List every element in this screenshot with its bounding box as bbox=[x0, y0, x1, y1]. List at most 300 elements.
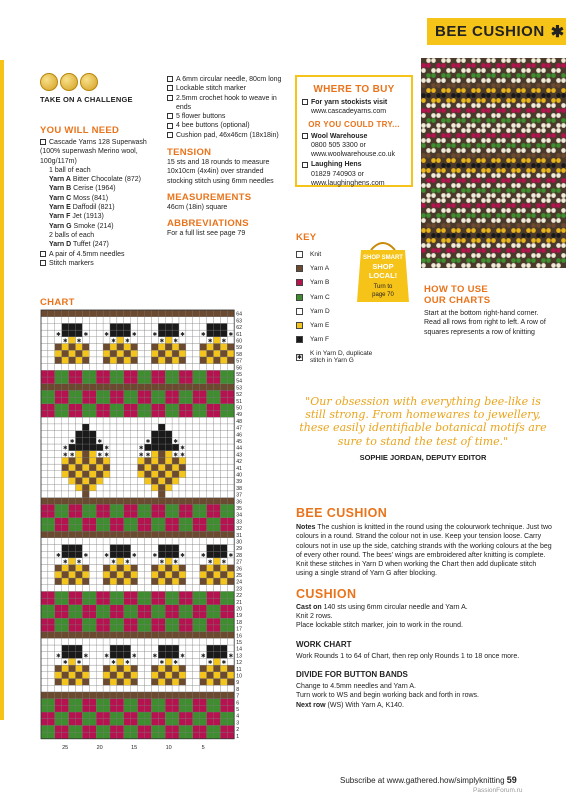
chart-cell bbox=[145, 725, 152, 732]
chart-cell bbox=[48, 323, 55, 330]
chart-cell bbox=[145, 672, 152, 679]
chart-cell bbox=[76, 498, 83, 505]
chart-cell bbox=[186, 545, 193, 552]
chart-cell bbox=[117, 337, 124, 344]
chart-cell bbox=[172, 411, 179, 418]
chart-cell bbox=[89, 451, 96, 458]
chart-cell bbox=[151, 397, 158, 404]
chart-cell bbox=[207, 417, 214, 424]
chart-cell bbox=[103, 323, 110, 330]
chart-cell bbox=[207, 370, 214, 377]
chart-cell bbox=[89, 323, 96, 330]
chart-cell bbox=[69, 344, 76, 351]
chart-cell bbox=[172, 377, 179, 384]
chart-cell bbox=[172, 612, 179, 619]
chart-cell bbox=[89, 390, 96, 397]
chart-cell bbox=[227, 719, 234, 726]
checkbox-icon bbox=[40, 260, 46, 266]
chart-cell bbox=[138, 370, 145, 377]
chart-cell bbox=[207, 598, 214, 605]
work-chart-heading: WORK CHART bbox=[296, 639, 352, 649]
chart-cell bbox=[145, 384, 152, 391]
chart-cell bbox=[103, 518, 110, 525]
chart-cell bbox=[62, 424, 69, 431]
chart-cell bbox=[186, 725, 193, 732]
chart-cell bbox=[48, 424, 55, 431]
chart-cell bbox=[165, 605, 172, 612]
chart-cell bbox=[186, 310, 193, 317]
chart-cell bbox=[193, 638, 200, 645]
chart-cell bbox=[55, 491, 62, 498]
chart-cell bbox=[158, 685, 165, 692]
chart-cell bbox=[131, 625, 138, 632]
chart-cell bbox=[41, 424, 48, 431]
chart-cell bbox=[220, 478, 227, 485]
subscribe-text[interactable]: Subscribe at www.gathered.how/simplyknitting bbox=[340, 776, 505, 785]
chart-cell bbox=[145, 464, 152, 471]
chart-cell bbox=[207, 705, 214, 712]
chart-cell bbox=[48, 330, 55, 337]
chart-cell bbox=[214, 390, 221, 397]
chart-cell bbox=[82, 598, 89, 605]
chart-cell bbox=[55, 585, 62, 592]
chart-cell bbox=[103, 725, 110, 732]
chart-cell bbox=[41, 464, 48, 471]
chart-cell bbox=[69, 377, 76, 384]
chart-cell bbox=[145, 538, 152, 545]
chart-cell bbox=[186, 337, 193, 344]
chart-cell bbox=[82, 518, 89, 525]
chart-cell bbox=[165, 652, 172, 659]
chart-cell bbox=[48, 484, 55, 491]
row-number: 27 bbox=[236, 559, 242, 566]
checkbox-icon bbox=[40, 139, 46, 145]
chart-cell bbox=[186, 491, 193, 498]
chart-cell bbox=[165, 491, 172, 498]
chart-cell bbox=[179, 665, 186, 672]
chart-cell bbox=[55, 605, 62, 612]
chart-cell bbox=[69, 565, 76, 572]
chart-cell bbox=[151, 719, 158, 726]
chart-cell bbox=[186, 625, 193, 632]
chart-cell bbox=[220, 317, 227, 324]
chart-cell bbox=[220, 424, 227, 431]
chart-cell bbox=[41, 397, 48, 404]
chart-cell bbox=[117, 665, 124, 672]
chart-cell bbox=[62, 464, 69, 471]
chart-cell bbox=[165, 518, 172, 525]
chart-cell bbox=[151, 498, 158, 505]
duplicate-stitch-mark: ✱ bbox=[83, 331, 89, 338]
key-heading: KEY bbox=[296, 232, 317, 243]
chart-cell bbox=[82, 317, 89, 324]
chart-cell bbox=[89, 618, 96, 625]
chart-cell bbox=[186, 558, 193, 565]
chart-cell bbox=[220, 679, 227, 686]
chart-cell bbox=[207, 357, 214, 364]
chart-cell bbox=[89, 498, 96, 505]
chart-cell bbox=[55, 665, 62, 672]
chart-cell bbox=[82, 712, 89, 719]
duplicate-stitch-mark: ✱ bbox=[69, 452, 75, 459]
chart-cell bbox=[179, 571, 186, 578]
chart-cell bbox=[151, 411, 158, 418]
chart-cell bbox=[227, 357, 234, 364]
chart-cell bbox=[200, 692, 207, 699]
chart-cell bbox=[131, 424, 138, 431]
row-number: 53 bbox=[236, 385, 242, 392]
chart-cell bbox=[200, 357, 207, 364]
row-number: 34 bbox=[236, 512, 242, 519]
chart-cell bbox=[103, 464, 110, 471]
chart-cell bbox=[186, 638, 193, 645]
chart-cell bbox=[89, 558, 96, 565]
chart-cell bbox=[214, 551, 221, 558]
chart-cell bbox=[145, 632, 152, 639]
material-item: 5 flower buttons bbox=[167, 112, 285, 121]
chart-cell bbox=[138, 431, 145, 438]
chart-cell bbox=[193, 719, 200, 726]
chart-cell bbox=[117, 625, 124, 632]
chart-cell bbox=[103, 531, 110, 538]
chart-cell bbox=[151, 357, 158, 364]
materials-column-2 bbox=[167, 75, 285, 239]
chart-cell bbox=[227, 484, 234, 491]
chart-cell bbox=[214, 685, 221, 692]
row-number: 18 bbox=[236, 619, 242, 626]
chart-cell bbox=[138, 471, 145, 478]
chart-cell bbox=[131, 484, 138, 491]
chart-cell bbox=[179, 585, 186, 592]
chart-cell bbox=[227, 370, 234, 377]
chart-cell bbox=[186, 598, 193, 605]
abbreviations-text: For a full list see page 79 bbox=[167, 230, 246, 238]
chart-cell bbox=[82, 504, 89, 511]
chart-cell bbox=[227, 598, 234, 605]
chart-cell bbox=[41, 511, 48, 518]
chart-cell bbox=[138, 545, 145, 552]
chart-cell bbox=[48, 625, 55, 632]
chart-cell bbox=[124, 612, 131, 619]
chart-cell bbox=[82, 585, 89, 592]
chart-cell bbox=[186, 518, 193, 525]
duplicate-stitch-mark: ✱ bbox=[228, 331, 234, 338]
duplicate-stitch-mark: ✱ bbox=[180, 552, 185, 559]
cast-on-line: Cast on 140 sts using 6mm circular needle and Yarn A. bbox=[296, 603, 468, 611]
chart-cell bbox=[131, 679, 138, 686]
chart-cell bbox=[207, 444, 214, 451]
chart-cell bbox=[82, 364, 89, 371]
duplicate-stitch-mark: ✱ bbox=[221, 660, 227, 667]
chart-cell bbox=[110, 424, 117, 431]
chart-cell bbox=[76, 719, 83, 726]
chart-cell bbox=[138, 491, 145, 498]
chart-cell bbox=[220, 699, 227, 706]
chart-cell bbox=[200, 699, 207, 706]
chart-cell bbox=[103, 665, 110, 672]
chart-cell bbox=[200, 531, 207, 538]
chart-cell bbox=[131, 672, 138, 679]
chart-cell bbox=[227, 377, 234, 384]
chart-cell bbox=[124, 685, 131, 692]
chart-cell bbox=[124, 350, 131, 357]
chart-cell bbox=[193, 337, 200, 344]
chart-cell bbox=[158, 397, 165, 404]
chart-cell bbox=[69, 652, 76, 659]
chart-cell bbox=[165, 732, 172, 739]
chart-cell bbox=[96, 538, 103, 545]
chart-cell bbox=[138, 364, 145, 371]
chart-cell bbox=[62, 491, 69, 498]
row-number: 28 bbox=[236, 552, 242, 559]
chart-cell bbox=[186, 437, 193, 444]
duplicate-stitch-mark: ✱ bbox=[97, 452, 102, 459]
chart-cell bbox=[41, 518, 48, 525]
chart-cell bbox=[200, 625, 207, 632]
chart-cell bbox=[96, 370, 103, 377]
chart-cell bbox=[158, 725, 165, 732]
checkbox-icon bbox=[302, 133, 308, 139]
chart-cell bbox=[214, 672, 221, 679]
chart-cell bbox=[82, 732, 89, 739]
chart-cell bbox=[220, 370, 227, 377]
chart-cell bbox=[48, 370, 55, 377]
chart-cell bbox=[69, 471, 76, 478]
chart-cell bbox=[124, 484, 131, 491]
chart-cell bbox=[55, 451, 62, 458]
material-item: Yarn D Tuffet (247) bbox=[49, 241, 109, 249]
chart-cell bbox=[138, 350, 145, 357]
chart-cell bbox=[82, 444, 89, 451]
chart-cell bbox=[193, 679, 200, 686]
how-to-use-charts bbox=[424, 284, 552, 337]
chart-cell bbox=[227, 571, 234, 578]
chart-cell bbox=[227, 672, 234, 679]
chart-cell bbox=[62, 498, 69, 505]
checkbox-icon bbox=[167, 132, 173, 138]
chart-cell bbox=[172, 511, 179, 518]
chart-cell bbox=[227, 625, 234, 632]
chart-cell bbox=[69, 551, 76, 558]
chart-cell bbox=[220, 344, 227, 351]
chart-cell bbox=[131, 665, 138, 672]
chart-cell bbox=[220, 457, 227, 464]
chart-cell bbox=[69, 625, 76, 632]
chart-cell bbox=[124, 377, 131, 384]
chart-cell bbox=[48, 377, 55, 384]
chart-cell bbox=[89, 699, 96, 706]
chart-cell bbox=[179, 578, 186, 585]
chart-cell bbox=[214, 565, 221, 572]
chart-cell bbox=[69, 612, 76, 619]
chart-cell bbox=[96, 484, 103, 491]
row-number: 33 bbox=[236, 519, 242, 526]
chart-cell bbox=[76, 625, 83, 632]
chart-cell bbox=[200, 565, 207, 572]
chart-cell bbox=[186, 618, 193, 625]
chart-cell bbox=[103, 565, 110, 572]
chart-cell bbox=[200, 571, 207, 578]
chart-cell bbox=[62, 404, 69, 411]
chart-cell bbox=[207, 344, 214, 351]
chart-cell bbox=[103, 732, 110, 739]
chart-cell bbox=[186, 397, 193, 404]
chart-cell bbox=[89, 424, 96, 431]
chart-cell bbox=[220, 451, 227, 458]
chart-cell bbox=[117, 431, 124, 438]
chart-cell bbox=[151, 712, 158, 719]
chart-cell bbox=[41, 531, 48, 538]
chart-cell bbox=[172, 431, 179, 438]
chart-cell bbox=[96, 498, 103, 505]
duplicate-stitch-mark: ✱ bbox=[221, 559, 227, 566]
chart-cell bbox=[117, 390, 124, 397]
chart-cell bbox=[158, 699, 165, 706]
chart-cell bbox=[96, 665, 103, 672]
row-number: 4 bbox=[236, 713, 240, 720]
chart-cell bbox=[200, 444, 207, 451]
chart-cell bbox=[55, 598, 62, 605]
duplicate-stitch-mark: ✱ bbox=[180, 445, 185, 452]
chart-cell bbox=[103, 719, 110, 726]
chart-cell bbox=[138, 498, 145, 505]
chart-cell bbox=[55, 478, 62, 485]
chart-cell bbox=[193, 538, 200, 545]
chart-cell bbox=[110, 350, 117, 357]
chart-cell bbox=[207, 672, 214, 679]
chart-cell bbox=[117, 692, 124, 699]
duplicate-stitch-mark: ✱ bbox=[173, 452, 178, 459]
chart-cell bbox=[165, 598, 172, 605]
chart-cell bbox=[220, 732, 227, 739]
chart-cell bbox=[55, 699, 62, 706]
chart-cell bbox=[179, 605, 186, 612]
chart-cell bbox=[110, 719, 117, 726]
chart-cell bbox=[124, 511, 131, 518]
chart-cell bbox=[48, 350, 55, 357]
chart-cell bbox=[55, 612, 62, 619]
chart-cell bbox=[82, 571, 89, 578]
chart-cell bbox=[220, 464, 227, 471]
chart-cell bbox=[227, 518, 234, 525]
chart-cell bbox=[41, 692, 48, 699]
chart-cell bbox=[96, 464, 103, 471]
chart-cell bbox=[41, 484, 48, 491]
chart-cell bbox=[48, 551, 55, 558]
chart-cell bbox=[89, 524, 96, 531]
chart-cell bbox=[89, 645, 96, 652]
column-label: 10 bbox=[165, 744, 172, 751]
chart-cell bbox=[151, 618, 158, 625]
chart-cell bbox=[145, 578, 152, 585]
chart-cell bbox=[48, 558, 55, 565]
chart-cell bbox=[138, 679, 145, 686]
where-to-buy-heading: WHERE TO BUY bbox=[313, 84, 395, 95]
chart-cell bbox=[151, 344, 158, 351]
chart-cell bbox=[172, 344, 179, 351]
chart-cell bbox=[138, 732, 145, 739]
chart-cell bbox=[158, 578, 165, 585]
color-swatch bbox=[296, 322, 303, 329]
key-label: K in Yarn D, duplicate stitch in Yarn G bbox=[310, 349, 373, 365]
chart-cell bbox=[96, 598, 103, 605]
chart-cell bbox=[89, 591, 96, 598]
chart-cell bbox=[227, 699, 234, 706]
chart-cell bbox=[117, 471, 124, 478]
shop2-url[interactable]: www.laughinghens.com bbox=[311, 180, 385, 188]
chart-cell bbox=[207, 491, 214, 498]
chart-cell bbox=[62, 344, 69, 351]
chart-cell bbox=[103, 317, 110, 324]
chart-cell bbox=[158, 618, 165, 625]
chart-cell bbox=[48, 491, 55, 498]
chart-cell bbox=[89, 725, 96, 732]
chart-cell bbox=[103, 357, 110, 364]
chart-cell bbox=[138, 598, 145, 605]
chart-cell bbox=[193, 591, 200, 598]
chart-cell bbox=[76, 685, 83, 692]
shop-smart-badge[interactable] bbox=[355, 236, 411, 306]
chart-cell bbox=[186, 504, 193, 511]
chart-cell bbox=[145, 685, 152, 692]
chart-cell bbox=[200, 417, 207, 424]
chart-cell bbox=[76, 464, 83, 471]
chart-cell bbox=[172, 699, 179, 706]
cascade-url[interactable]: www.cascadeyarns.com bbox=[311, 108, 387, 116]
chart-cell bbox=[179, 464, 186, 471]
chart-cell bbox=[227, 444, 234, 451]
chart-cell bbox=[145, 692, 152, 699]
chart-cell bbox=[165, 632, 172, 639]
chart-cell bbox=[103, 417, 110, 424]
chart-cell bbox=[179, 370, 186, 377]
chart-cell bbox=[179, 538, 186, 545]
chart-cell bbox=[62, 571, 69, 578]
chart-cell bbox=[69, 598, 76, 605]
chart-cell bbox=[124, 330, 131, 337]
chart-cell bbox=[89, 504, 96, 511]
chart-cell bbox=[82, 411, 89, 418]
chart-cell bbox=[145, 699, 152, 706]
chart-cell bbox=[103, 471, 110, 478]
chart-cell bbox=[200, 725, 207, 732]
chart-cell bbox=[214, 679, 221, 686]
chart-cell bbox=[214, 370, 221, 377]
chart-cell bbox=[214, 330, 221, 337]
chart-cell bbox=[41, 390, 48, 397]
row-number: 11 bbox=[236, 666, 242, 673]
chart-cell bbox=[103, 585, 110, 592]
chart-cell bbox=[145, 524, 152, 531]
row-number: 56 bbox=[236, 365, 242, 372]
chart-cell bbox=[220, 471, 227, 478]
chart-cell bbox=[165, 464, 172, 471]
chart-cell bbox=[172, 417, 179, 424]
chart-cell bbox=[207, 464, 214, 471]
chart-cell bbox=[76, 538, 83, 545]
chart-cell bbox=[145, 638, 152, 645]
shop2-name: Laughing Hens bbox=[311, 161, 362, 169]
chart-cell bbox=[89, 411, 96, 418]
chart-cell bbox=[158, 605, 165, 612]
chart-cell bbox=[138, 384, 145, 391]
chart-cell bbox=[220, 725, 227, 732]
shop1-url[interactable]: www.woolwarehouse.co.uk bbox=[311, 151, 396, 159]
chart-cell bbox=[55, 384, 62, 391]
duplicate-stitch-mark: ✱ bbox=[138, 452, 144, 459]
chart-cell bbox=[41, 444, 48, 451]
chart-cell bbox=[41, 585, 48, 592]
